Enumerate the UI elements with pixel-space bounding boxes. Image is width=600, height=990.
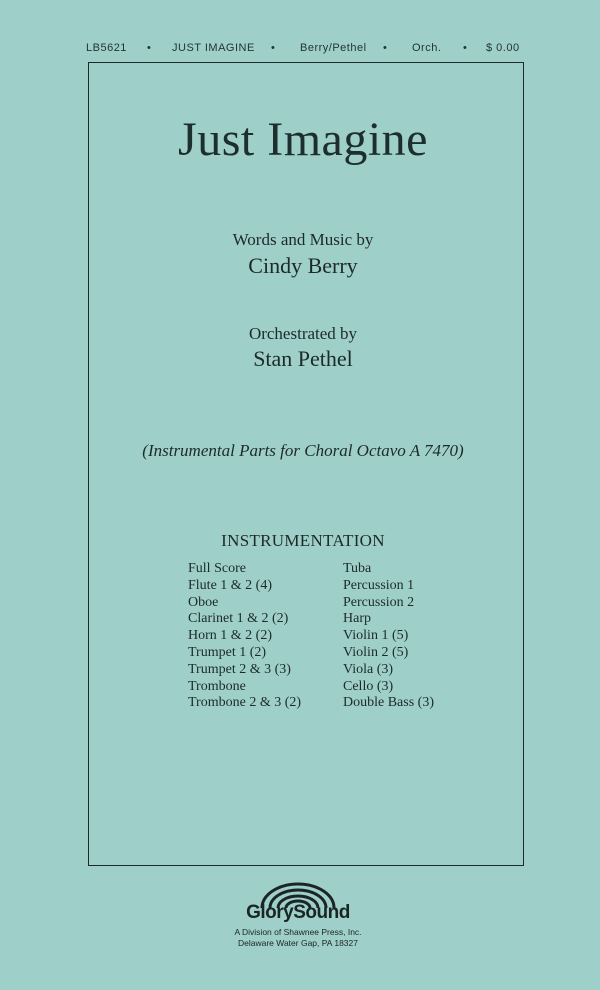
instrument-item: Flute 1 & 2 (4) (188, 577, 272, 593)
header-price: $ 0.00 (486, 42, 520, 54)
header-separator: • (383, 42, 388, 54)
instrument-item: Cello (3) (343, 678, 394, 694)
instrument-item: Trombone 2 & 3 (2) (188, 695, 302, 711)
instrument-item: Trombone (188, 678, 246, 694)
instrument-list-right (343, 561, 434, 712)
instrument-item: Harp (343, 611, 371, 627)
header-title: JUST IMAGINE (172, 42, 255, 54)
header-separator: • (271, 42, 276, 54)
header-separator: • (463, 42, 468, 54)
instrument-item: Viola (3) (343, 661, 394, 677)
parts-note: (Instrumental Parts for Choral Octavo A 7470) (142, 441, 464, 460)
instrument-item: Oboe (188, 594, 219, 610)
instrument-item: Horn 1 & 2 (2) (188, 628, 272, 644)
orchestrated-label: Orchestrated by (248, 324, 358, 343)
publisher-address: Delaware Water Gap, PA 18327 (237, 938, 358, 948)
orchestrator-name: Stan Pethel (253, 346, 353, 371)
catalog-number: LB5621 (86, 42, 127, 54)
header-authors: Berry/Pethel (300, 42, 367, 54)
page-title: Just Imagine (178, 113, 428, 166)
instrument-item: Full Score (188, 561, 246, 576)
instrument-item: Percussion 2 (343, 594, 415, 610)
instrument-item: Tuba (343, 561, 372, 576)
cover-frame (88, 62, 524, 866)
publisher-logo (228, 882, 368, 972)
instrumentation-heading: INSTRUMENTATION (221, 531, 385, 550)
header-edition: Orch. (412, 42, 442, 54)
publisher-name: GlorySound (246, 902, 350, 923)
words-music-label: Words and Music by (232, 230, 374, 249)
instrument-list-left (188, 561, 301, 712)
publisher-division: A Division of Shawnee Press, Inc. (234, 927, 362, 937)
instrument-item: Trumpet 1 (2) (188, 644, 267, 660)
catalog-header (86, 40, 532, 58)
instrument-item: Violin 1 (5) (343, 628, 409, 644)
composer-name: Cindy Berry (248, 253, 358, 278)
instrument-item: Clarinet 1 & 2 (2) (188, 611, 289, 627)
instrument-item: Trumpet 2 & 3 (3) (188, 661, 291, 677)
header-separator: • (147, 42, 152, 54)
instrument-item: Violin 2 (5) (343, 644, 409, 660)
instrument-item: Percussion 1 (343, 577, 415, 593)
instrument-item: Double Bass (3) (343, 695, 434, 711)
